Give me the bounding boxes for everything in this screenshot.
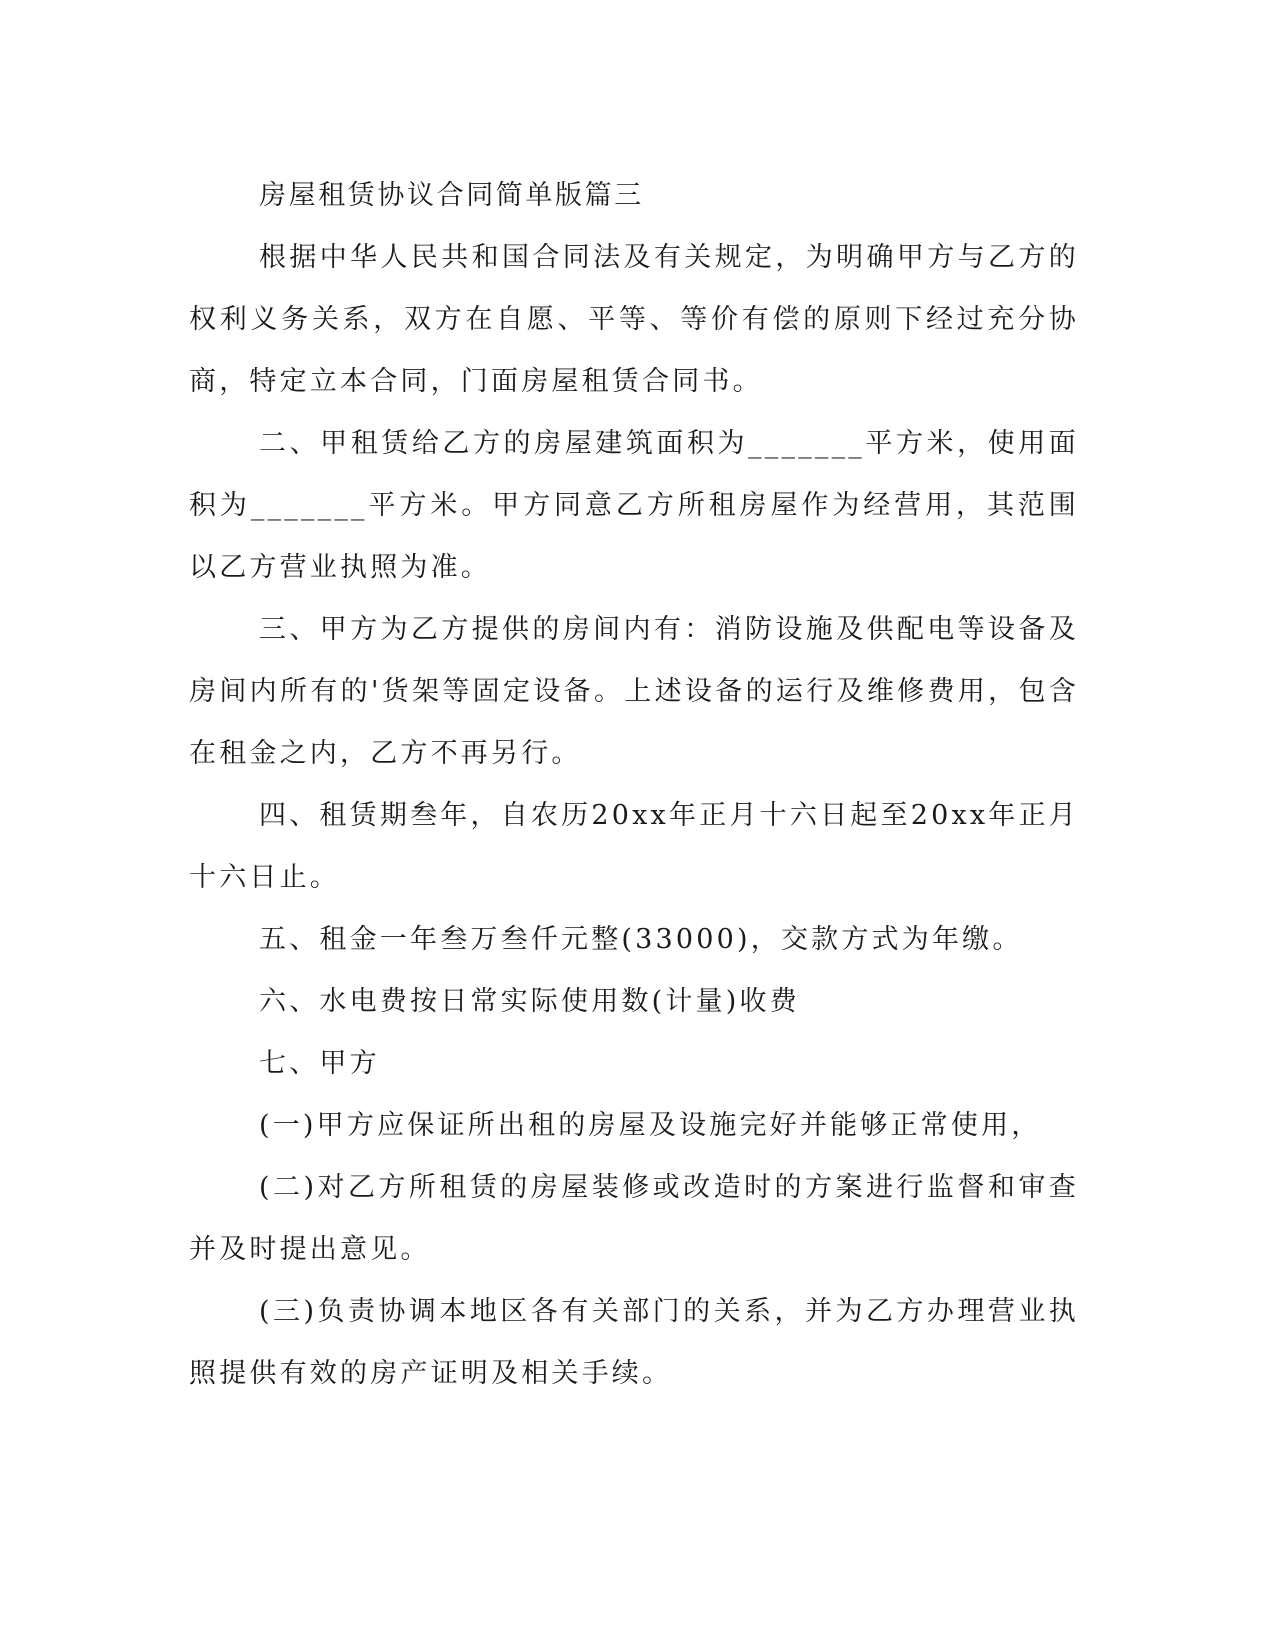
paragraph-subclause-2: (二)对乙方所租赁的房屋装修或改造时的方案进行监督和审查并及时提出意见。	[189, 1172, 1079, 1265]
paragraph-preamble: 根据中华人民共和国合同法及有关规定，为明确甲方与乙方的权利义务关系，双方在自愿、平等、等价有偿的原则下经过充分协商，特定立本合同，门面房屋租赁合同书。	[189, 242, 1079, 397]
paragraph-subclause-1: (一)甲方应保证所出租的房屋及设施完好并能够正常使用，	[259, 1110, 1042, 1141]
paragraph-clause-2-area: 二、甲租赁给乙方的房屋建筑面积为_______平方米，使用面积为_______平方米。甲方同意乙方所租房屋作为经营用，其范围以乙方营业执照为准。	[189, 428, 1079, 583]
paragraph-clause-5-rent: 五、租金一年叁万叁仟元整(33000)，交款方式为年缴。	[259, 924, 1023, 955]
paragraph-subclause-3: (三)负责协调本地区各有关部门的关系，并为乙方办理营业执照提供有效的房产证明及相关手续。	[189, 1296, 1079, 1389]
paragraph-clause-7-party-a: 七、甲方	[259, 1048, 380, 1079]
paragraph-clause-6-utilities: 六、水电费按日常实际使用数(计量)收费	[259, 986, 800, 1017]
document-body	[189, 165, 1079, 1405]
paragraph-clause-3-facilities: 三、甲方为乙方提供的房间内有：消防设施及供配电等设备及房间内所有的'货架等固定设备。上述设备的运行及维修费用，包含在租金之内，乙方不再另行。	[189, 614, 1079, 769]
document-title: 房屋租赁协议合同简单版篇三	[259, 180, 644, 211]
paragraph-clause-4-term: 四、租赁期叁年，自农历20xx年正月十六日起至20xx年正月十六日止。	[189, 800, 1079, 893]
